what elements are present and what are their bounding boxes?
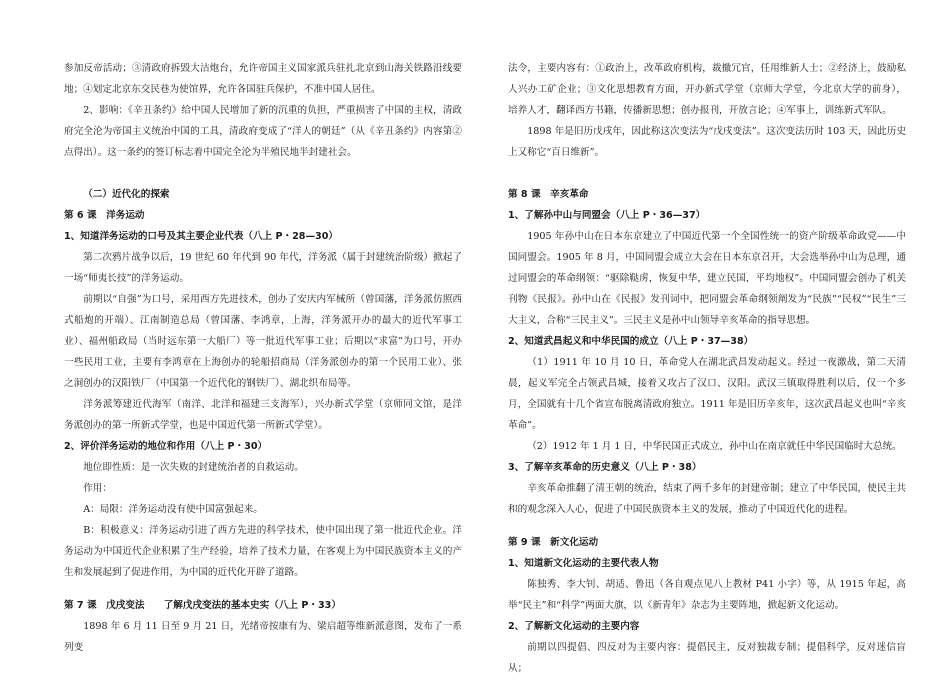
paragraph: 2、影响：《辛丑条约》给中国人民增加了新的沉重的负担，严重损害了中国的主权，清政府完全沦为帝国主义统治中国的工具，清政府变成了“洋人的朝廷”（从《辛丑条约》内容第②点得出）。这一条约的签订标志着中国完全沦为半殖民地半封建社会。 (64, 105, 462, 158)
paragraph: 法令，主要内容有：①政治上，改革政府机构，裁撤冗官，任用维新人士；②经济上，鼓励私人兴办工矿企业；③文化思想教育方面，开办新式学堂（京师大学堂，今北京大学的前身），培养人才，翻译西方书籍，传播新思想；创办报刊，开放言论；④军事上，训练新式军队。 (508, 63, 906, 116)
subheading: 2、了解新文化运动的主要内容 (508, 621, 640, 632)
lesson-title: 第 9 课 新文化运动 (508, 537, 599, 548)
subheading: 1、知道新文化运动的主要代表人物 (508, 558, 659, 569)
paragraph: 作用： (83, 483, 112, 494)
paragraph: 陈独秀、李大钊、胡适、鲁迅（各自观点见八上教材 P41 小字）等，从 1915 年起，高举“民主”和“科学”两面大旗，以《新青年》杂志为主要阵地，掀起新文化运动。 (508, 579, 906, 611)
paragraph: 洋务派筹建近代海军（南洋、北洋和福建三支海军），兴办新式学堂（京师同文馆，是洋务派创办的第一所新式学堂，也是中国近代第一所新式学堂）。 (64, 399, 462, 431)
paragraph: 参加反帝活动；③清政府拆毁大沽炮台，允许帝国主义国家派兵驻扎北京到山海关铁路沿线要地；④划定北京东交民巷为使馆界，允许各国驻兵保护，不准中国人居住。 (64, 63, 462, 95)
paragraph: 辛亥革命推翻了清王朝的统治，结束了两千多年的封建帝制；建立了中华民国，使民主共和的观念深入人心，促进了中国民族资本主义的发展，推动了中国近代化的进程。 (508, 483, 906, 515)
paragraph: 第二次鸦片战争以后，19 世纪 60 年代到 90 年代，洋务派（属于封建统治阶级）掀起了一场“师夷长技”的洋务运动。 (64, 252, 462, 284)
subheading: 2、评价洋务运动的地位和作用（八上 P・30） (64, 441, 268, 452)
paragraph: A：局限：洋务运动没有使中国富强起来。 (83, 504, 263, 515)
lesson-title: 第 8 课 辛亥革命 (508, 189, 589, 200)
paragraph: 1905 年孙中山在日本东京建立了中国近代第一个全国性统一的资产阶级革命政党——中国同盟会。1905 年 8 月，中国同盟会成立大会在日本东京召开，大会选举孙中山为总理，通过同盟会的革命纲领：“驱除鞑虏，恢复中华，建立民国，平均地权”。中国同盟会创办了机关刊物《民报》。孙中山在《民报》发刊词中，把同盟会革命纲领阐发为“民族”“民权”“民生”三大主义，合称“三民主义”。三民主义是孙中山领导辛亥革命的指导思想。 (508, 231, 906, 326)
lesson-title: 第 6 课 洋务运动 (64, 210, 145, 221)
paragraph: （2）1912 年 1 月 1 日，中华民国正式成立，孙中山在南京就任中华民国临时大总统。 (527, 441, 902, 452)
paragraph: B：积极意义：洋务运动引进了西方先进的科学技术，使中国出现了第一批近代企业。洋务运动为中国近代企业积累了生产经验，培养了技术力量，在客观上为中国民族资本主义的产生和发展起到了促进作用，为中国的近代化开辟了道路。 (64, 525, 462, 578)
lesson-title: 第 7 课 戊戌变法 了解戊戌变法的基本史实（八上 P・33） (64, 600, 341, 611)
left-column (64, 58, 462, 658)
paragraph: 前期以四提倡、四反对为主要内容：提倡民主，反对独裁专制；提倡科学，反对迷信盲从； (508, 642, 906, 674)
subheading: 1、知道洋务运动的口号及其主要企业代表（八上 P・28—30） (64, 231, 338, 242)
paragraph: （1）1911 年 10 月 10 日，革命党人在湖北武昌发动起义。经过一夜激战，第二天清晨，起义军完全占领武昌城，接着又攻占了汉口、汉阳。武汉三镇取得胜利以后，仅一个多月，全国就有十几个省宣布脱离清政府独立。1911 年是旧历辛亥年，这次武昌起义也叫“辛亥革命”。 (508, 357, 906, 431)
paragraph: 地位即性质：是一次失败的封建统治者的自救运动。 (83, 462, 304, 473)
right-column (508, 58, 906, 679)
subheading: 2、知道武昌起义和中华民国的成立（八上 P・37—38） (508, 336, 754, 347)
paragraph: 1898 年是旧历戊戌年，因此称这次变法为“戊戌变法”。这次变法历时 103 天，因此历史上又称它“百日维新”。 (508, 126, 906, 158)
subheading: 1、了解孙中山与同盟会（八上 P・36—37） (508, 210, 706, 221)
section-title: （二）近代化的探索 (83, 189, 170, 200)
subheading: 3、了解辛亥革命的历史意义（八上 P・38） (508, 462, 702, 473)
paragraph: 1898 年 6 月 11 日至 9 月 21 日，光绪帝按康有为、梁启超等维新派意图，发布了一系列变 (64, 621, 462, 653)
paragraph: 前期以“自强”为口号，采用西方先进技术，创办了安庆内军械所（曾国藩，洋务派仿照西式船炮的开端）、江南制造总局（曾国藩、李鸿章，上海，洋务派开办的最大的近代军事工业）、福州船政局（当时远东第一大船厂）等一批近代军事工业；后期以“求富”为口号，开办一些民用工业，主要有李鸿章在上海创办的轮船招商局（洋务派创办的第一个民用工业）、张之洞创办的汉阳铁厂（中国第一个近代化的钢铁厂）、湖北织布局等。 (64, 294, 462, 389)
